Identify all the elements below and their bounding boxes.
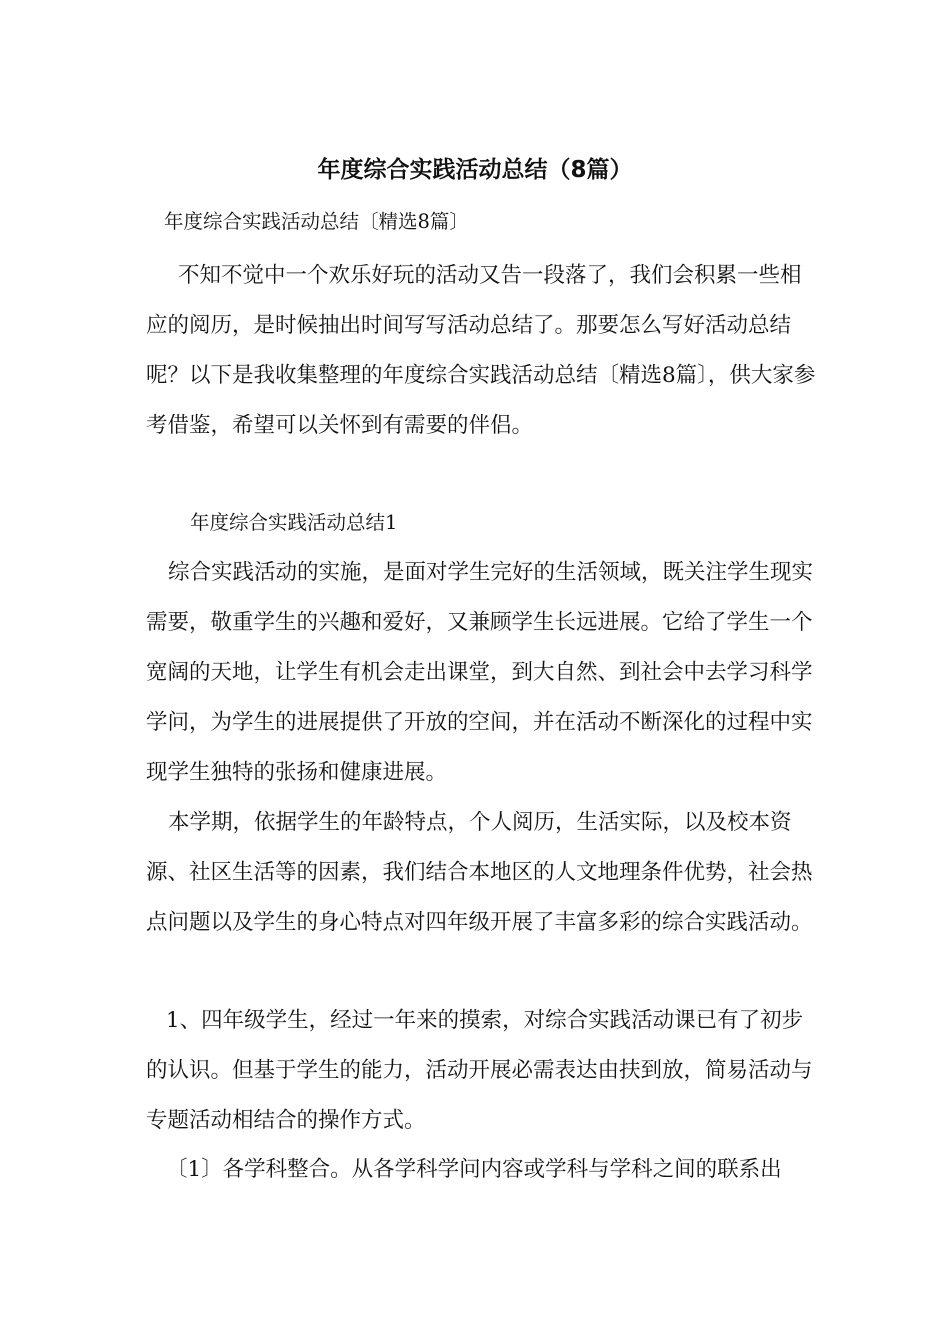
- section-heading: 年度综合实践活动总结1: [190, 511, 398, 534]
- body-paragraph: 〔1〕各学科整合。从各学科学问内容或学科与学科之间的联系出: [166, 1157, 782, 1182]
- document-title: 年度综合实践活动总结（8篇）: [317, 157, 633, 183]
- document-subtitle: 年度综合实践活动总结〔精选8篇〕: [164, 210, 469, 233]
- body-paragraph: 1、四年级学生，经过一年来的摸索，对综合实践活动课已有了初步的认识。但基于学生的能力，活动开展必需表达由扶到放，简易活动与专题活动相结合的操作方式。: [146, 1008, 813, 1133]
- body-paragraph: 本学期，依据学生的年龄特点，个人阅历，生活实际，以及校本资源、社区生活等的因素，我们结合本地区的人文地理条件优势，社会热点问题以及学生的身心特点对四年级开展了丰富多彩的综合实践活动。: [146, 810, 813, 935]
- body-paragraph: 综合实践活动的实施，是面对学生完好的生活领域，既关注学生现实需要，敬重学生的兴趣和爱好，又兼顾学生长远进展。它给了学生一个宽阔的天地，让学生有机会走出课堂，到大自然、到社会中去学习科学学问，为学生的进展提供了开放的空间，并在活动不断深化的过程中实现学生独特的张扬和健康进展。: [146, 560, 814, 785]
- intro-paragraph: 不知不觉中一个欢乐好玩的活动又告一段落了，我们会积累一些相应的阅历，是时候抽出时间写写活动总结了。那要怎么写好活动总结呢？以下是我收集整理的年度综合实践活动总结〔精选8篇〕，供大家参考借鉴，希望可以关怀到有需要的伴侣。: [146, 263, 816, 438]
